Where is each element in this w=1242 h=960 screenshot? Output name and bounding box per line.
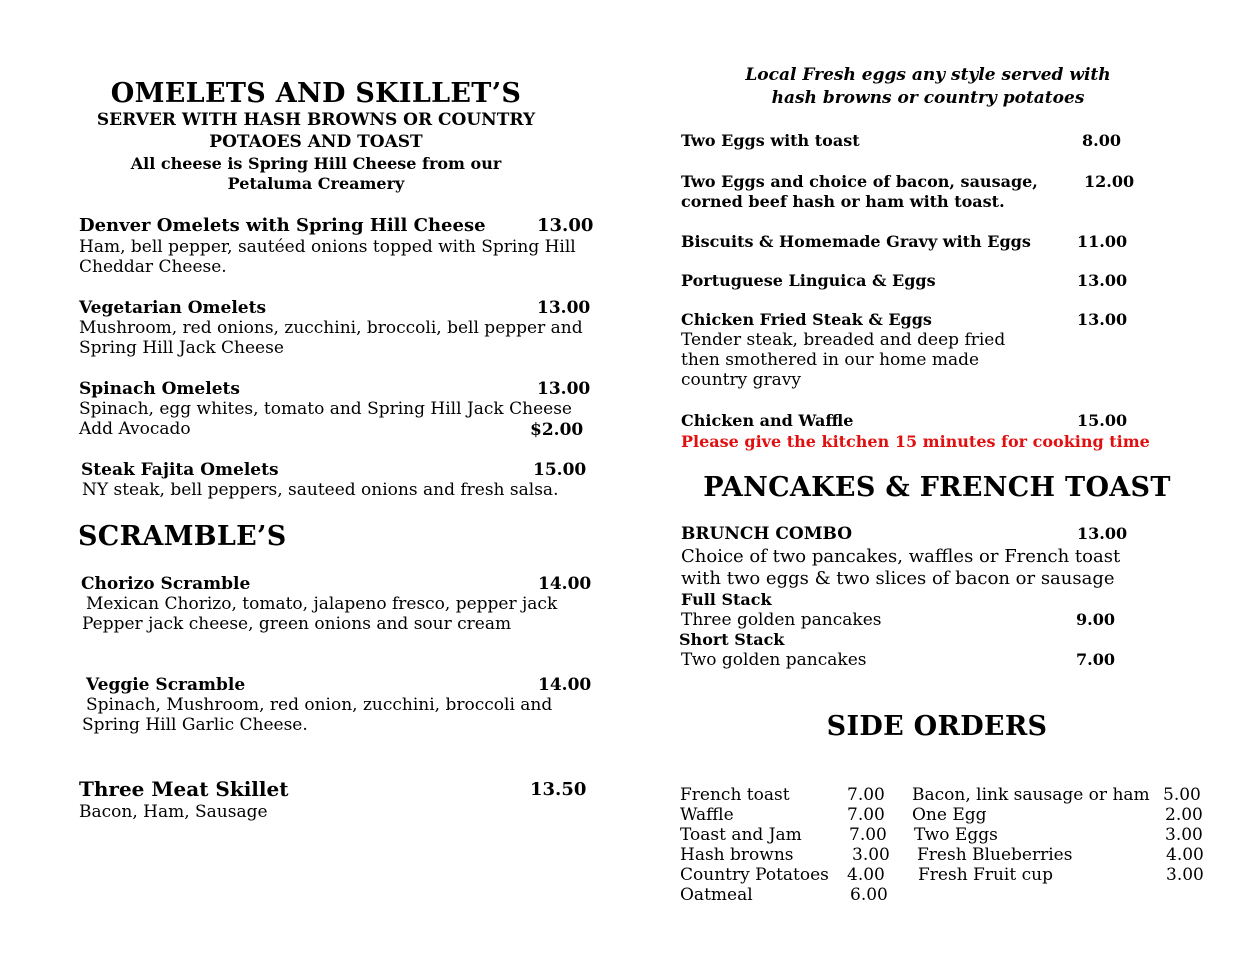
side-price: 4.00 [847,865,885,885]
side-name: Bacon, link sausage or ham [912,785,1150,805]
side-price: 3.00 [852,845,890,865]
omelets-note-2: Petaluma Creamery [227,174,405,193]
item-desc: Spinach, egg whites, tomato and Spring Hill Jack Cheese [79,399,572,419]
item-price: 13.50 [530,779,587,800]
addon-price: $2.00 [530,420,584,440]
side-orders-title: SIDE ORDERS [826,711,1048,742]
item-price: 11.00 [1077,232,1128,251]
item-price: 13.00 [537,215,594,236]
item-desc: Three golden pancakes [681,610,882,630]
item-desc: Mexican Chorizo, tomato, jalapeno fresco, pepper jack [86,594,558,614]
item-name: Full Stack [681,590,772,609]
item-price: 13.00 [537,379,591,399]
side-name: Hash browns [680,845,794,865]
item-name: Veggie Scramble [86,675,246,695]
item-name: Three Meat Skillet [79,777,289,801]
item-price: 13.00 [537,298,591,318]
side-name: Toast and Jam [680,825,802,845]
item-desc: Choice of two pancakes, waffles or French toast [681,546,1121,567]
eggs-intro-2: hash browns or country potatoes [771,88,1085,108]
item-price: 14.00 [538,675,592,695]
side-name: Two Eggs [914,825,998,845]
item-desc: Cheddar Cheese. [79,257,227,277]
side-name: Waffle [680,805,734,825]
item-name: Two Eggs with toast [681,131,860,150]
item-desc: Pepper jack cheese, green onions and sour cream [82,614,512,634]
item-desc: Spring Hill Garlic Cheese. [82,715,308,735]
item-name: Short Stack [679,630,785,649]
pancakes-title: PANCAKES & FRENCH TOAST [703,472,1171,503]
item-name: Biscuits & Homemade Gravy with Eggs [681,232,1031,251]
item-price: 12.00 [1084,172,1135,191]
item-name: Spinach Omelets [79,379,240,399]
item-name: BRUNCH COMBO [681,524,853,544]
item-name: Steak Fajita Omelets [81,460,279,480]
item-desc: Two golden pancakes [681,650,867,670]
side-price: 3.00 [1165,825,1203,845]
item-desc: Tender steak, breaded and deep fried [681,330,1006,350]
item-price: 8.00 [1082,131,1121,150]
side-price: 3.00 [1166,865,1204,885]
side-name: Country Potatoes [680,865,829,885]
side-price: 7.00 [849,825,887,845]
item-desc: Spinach, Mushroom, red onion, zucchini, broccoli and [86,695,553,715]
side-name: One Egg [912,805,987,825]
item-name: Two Eggs and choice of bacon, sausage, [681,172,1038,191]
omelets-title: OMELETS AND SKILLET’S [110,78,522,109]
item-desc: Bacon, Ham, Sausage [79,802,268,822]
item-desc: NY steak, bell peppers, sauteed onions and fresh salsa. [82,480,559,500]
omelets-subtitle-2: POTAOES AND TOAST [209,132,423,152]
item-desc: Add Avocado [79,419,191,439]
side-name: French toast [680,785,790,805]
side-price: 2.00 [1165,805,1203,825]
item-name: Denver Omelets with Spring Hill Cheese [79,215,486,236]
item-price: 13.00 [1077,310,1128,329]
item-price: 15.00 [1077,411,1128,430]
scrambles-title: SCRAMBLE’S [78,521,287,552]
side-price: 7.00 [847,785,885,805]
item-price: 13.00 [1077,524,1128,543]
side-price: 5.00 [1163,785,1201,805]
omelets-subtitle-1: SERVER WITH HASH BROWNS OR COUNTRY [96,110,536,130]
item-price: 7.00 [1076,650,1115,669]
item-name: Portuguese Linguica & Eggs [681,271,936,290]
cooking-time-notice: Please give the kitchen 15 minutes for cooking time [681,432,1150,451]
item-desc: with two eggs & two slices of bacon or sausage [681,568,1115,589]
item-name: Vegetarian Omelets [79,298,267,318]
eggs-intro-1: Local Fresh eggs any style served with [745,65,1111,85]
item-price: 9.00 [1076,610,1115,629]
side-price: 4.00 [1166,845,1204,865]
item-name: Chorizo Scramble [81,574,251,594]
item-price: 15.00 [533,460,587,480]
item-desc: country gravy [681,370,801,390]
item-name-cont: corned beef hash or ham with toast. [681,192,1005,211]
item-desc: then smothered in our home made [681,350,980,370]
side-price: 6.00 [850,885,888,905]
item-price: 13.00 [1077,271,1128,290]
item-name: Chicken and Waffle [681,411,854,430]
item-price: 14.00 [538,574,592,594]
side-price: 7.00 [847,805,885,825]
item-name: Chicken Fried Steak & Eggs [681,310,932,329]
item-desc: Ham, bell pepper, sautéed onions topped with Spring Hill [79,237,576,257]
item-desc: Mushroom, red onions, zucchini, broccoli, bell pepper and [79,318,583,338]
side-name: Oatmeal [680,885,753,905]
side-name: Fresh Blueberries [917,845,1073,865]
side-name: Fresh Fruit cup [918,865,1053,885]
item-desc: Spring Hill Jack Cheese [79,338,284,358]
omelets-note-1: All cheese is Spring Hill Cheese from our [130,154,502,173]
